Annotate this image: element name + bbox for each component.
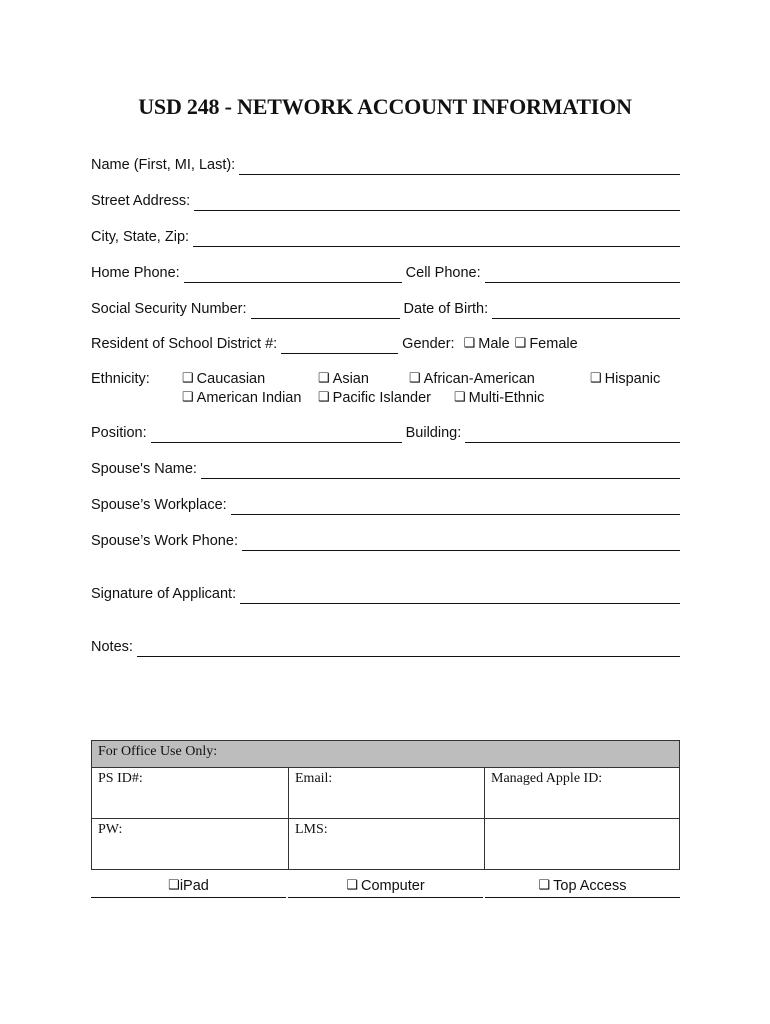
- name-label: Name (First, MI, Last):: [91, 157, 236, 173]
- checkbox-icon: ❑: [318, 370, 330, 385]
- street-label: Street Address:: [91, 193, 191, 209]
- street-row: [91, 191, 680, 211]
- checkbox-icon: ❑: [463, 335, 476, 350]
- ssn-label: Social Security Number:: [91, 301, 247, 317]
- dob-field[interactable]: [492, 300, 680, 319]
- ssn-field[interactable]: [251, 300, 400, 319]
- gender-male-option[interactable]: [464, 336, 510, 354]
- ethnicity-option-african-american[interactable]: [409, 371, 535, 387]
- ethnicity-option-label: African-American: [423, 371, 535, 387]
- checkbox-icon: ❑: [409, 370, 421, 385]
- ethnicity-option-multi-ethnic[interactable]: [454, 390, 544, 406]
- name-field[interactable]: [239, 156, 680, 175]
- ethnicity-option-pacific-islander[interactable]: [318, 390, 431, 406]
- checkbox-icon: ❑: [590, 370, 602, 385]
- spouse-workplace-field[interactable]: [231, 496, 680, 515]
- ethnicity-option-label: Multi-Ethnic: [468, 390, 545, 406]
- home-phone-label: Home Phone:: [91, 265, 180, 281]
- building-label: Building:: [405, 425, 462, 441]
- gender-female-option[interactable]: [515, 336, 578, 354]
- gender-label: Gender:: [402, 336, 455, 352]
- ethnicity-option-caucasian[interactable]: [182, 371, 265, 387]
- home-phone-field[interactable]: [184, 264, 402, 283]
- device-label: iPad: [179, 878, 209, 894]
- form-title: USD 248 - NETWORK ACCOUNT INFORMATION: [138, 94, 632, 119]
- checkbox-icon: ❑: [454, 389, 466, 404]
- pw-cell[interactable]: PW:: [92, 819, 289, 870]
- cell-phone-label: Cell Phone:: [405, 265, 481, 281]
- spouse-workplace-label: Spouse’s Workplace:: [91, 497, 227, 513]
- cell-phone-field[interactable]: [485, 264, 680, 283]
- checkbox-icon: ❑: [514, 335, 527, 350]
- name-row: [91, 155, 680, 175]
- office-use-table: [91, 740, 680, 870]
- position-label: Position:: [91, 425, 147, 441]
- ethnicity-option-label: Pacific Islander: [332, 390, 431, 406]
- notes-row: [91, 637, 680, 657]
- spouse-phone-field[interactable]: [242, 532, 680, 551]
- device-top-access-option[interactable]: [485, 878, 680, 898]
- notes-label: Notes:: [91, 639, 133, 655]
- building-field[interactable]: [465, 424, 680, 443]
- district-label: Resident of School District #:: [91, 336, 278, 352]
- district-field[interactable]: [281, 335, 398, 354]
- lms-cell[interactable]: LMS:: [289, 819, 485, 870]
- apple-id-cell[interactable]: Managed Apple ID:: [485, 768, 680, 819]
- ethnicity-option-label: American Indian: [196, 390, 302, 406]
- signature-label: Signature of Applicant:: [91, 586, 237, 602]
- devices-row: [91, 878, 680, 898]
- checkbox-icon: ❑: [182, 370, 194, 385]
- notes-field[interactable]: [137, 638, 680, 657]
- spouse-phone-label: Spouse’s Work Phone:: [91, 533, 238, 549]
- ethnicity-option-label: Hispanic: [604, 371, 661, 387]
- checkbox-icon: ❑: [346, 877, 358, 892]
- signature-row: [91, 584, 680, 604]
- street-field[interactable]: [194, 192, 680, 211]
- ssn-row: [91, 299, 680, 319]
- ethnicity-option-hispanic[interactable]: [590, 371, 660, 387]
- ethnicity-option-american-indian[interactable]: [182, 390, 301, 406]
- ps-id-cell[interactable]: PS ID#:: [92, 768, 289, 819]
- checkbox-icon: ❑: [182, 389, 194, 404]
- device-computer-option[interactable]: [288, 878, 483, 898]
- spouse-name-field[interactable]: [201, 460, 680, 479]
- city-label: City, State, Zip:: [91, 229, 190, 245]
- checkbox-icon: ❑: [538, 877, 551, 892]
- ethnicity-option-label: Asian: [332, 371, 369, 387]
- spouse-name-label: Spouse's Name:: [91, 461, 197, 477]
- ethnicity-label: Ethnicity:: [91, 371, 150, 387]
- office-use-header: For Office Use Only:: [92, 741, 680, 768]
- spouse-name-row: [91, 459, 680, 479]
- ethnicity-option-asian[interactable]: [318, 371, 369, 387]
- city-field[interactable]: [193, 228, 680, 247]
- device-label: Computer: [360, 878, 425, 894]
- spouse-workplace-row: [91, 495, 680, 515]
- gender-female-label: Female: [529, 336, 578, 352]
- spouse-phone-row: [91, 531, 680, 551]
- signature-field[interactable]: [240, 585, 680, 604]
- gender-male-label: Male: [478, 336, 510, 352]
- checkbox-icon: ❑: [318, 389, 330, 404]
- city-row: [91, 227, 680, 247]
- ethnicity-option-label: Caucasian: [196, 371, 266, 387]
- position-field[interactable]: [151, 424, 402, 443]
- district-row: [91, 334, 680, 354]
- dob-label: Date of Birth:: [403, 301, 489, 317]
- checkbox-icon: ❑: [168, 877, 180, 892]
- device-ipad-option[interactable]: [91, 878, 286, 898]
- position-row: [91, 423, 680, 443]
- device-label: Top Access: [553, 878, 627, 894]
- phone-row: [91, 263, 680, 283]
- blank-cell[interactable]: [485, 819, 680, 870]
- email-cell[interactable]: Email:: [289, 768, 485, 819]
